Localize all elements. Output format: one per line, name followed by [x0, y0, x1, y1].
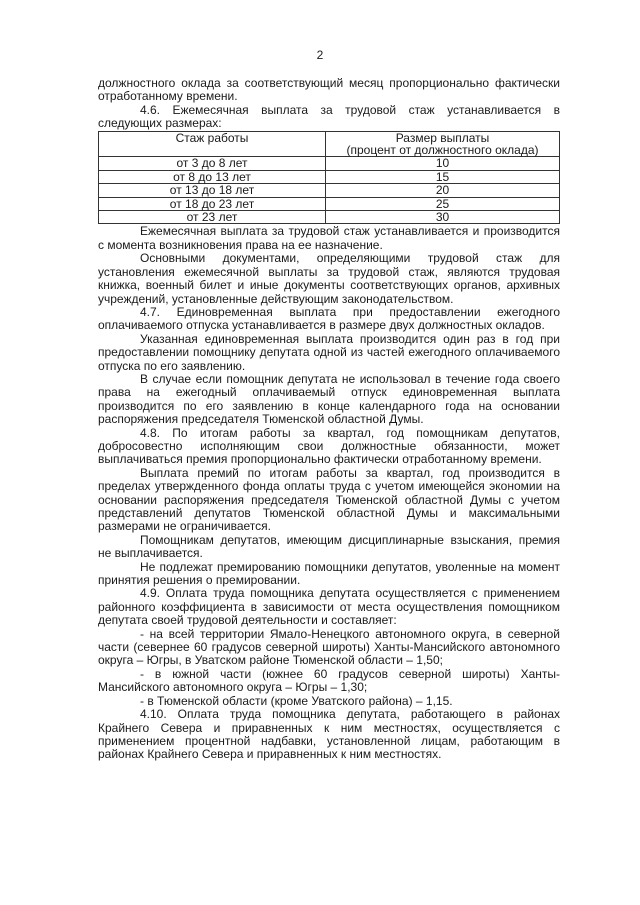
paragraph-continuation: должностного оклада за соответствующий месяц пропорционально фактически отработанному времени.: [98, 76, 560, 104]
table-cell-percent: 15: [326, 170, 560, 183]
paragraph-4-7: 4.7. Единовременная выплата при предоставлении ежегодного оплачиваемого отпуска устанавливается в размере двух должностных окладов.: [98, 304, 560, 333]
table-cell-range: от 8 до 13 лет: [99, 170, 326, 183]
table-row: [99, 211, 560, 224]
paragraph-4-6: 4.6. Ежемесячная выплата за трудовой стаж устанавливается в следующих размерах:: [98, 102, 560, 131]
table-header-row: [99, 131, 560, 157]
table-cell-percent: 10: [326, 157, 560, 170]
table-row: [99, 184, 560, 197]
paragraph-payment-start: Ежемесячная выплата за трудовой стаж устанавливается и производится с момента возникновения права на ее назначение.: [98, 224, 560, 252]
document-body: [98, 77, 560, 762]
list-item-yanao: - на всей территории Ямало-Ненецкого автономного округа, в северной части (севернее 60 градусов северной широты) Ханты-Мансийского автономного округа – Югры, в Уватском районе Тюменской области – 1,50;: [98, 626, 560, 668]
table-cell-range: от 13 до 18 лет: [99, 184, 326, 197]
paragraph-one-time-payment: Указанная единовременная выплата производится один раз в год при предоставлении помощнику депутата одной из частей ежегодного оплачиваемого отпуска по его заявлению.: [98, 331, 560, 373]
paragraph-4-10: 4.10. Оплата труда помощника депутата, работающего в районах Крайнего Севера и приравненных к ним местностях, осуществляется с применением процентной надбавки, установленной лицам, работающим в районах Крайнего Севера и приравненных к ним местностях.: [98, 707, 560, 762]
table-cell-range: от 18 до 23 лет: [99, 197, 326, 210]
paragraph-disciplinary: Помощникам депутатов, имеющим дисциплинарные взыскания, премия не выплачивается.: [98, 532, 560, 561]
page-number: 2: [316, 48, 324, 62]
paragraph-main-documents: Основными документами, определяющими трудовой стаж для установления ежемесячной выплаты за трудовой стаж, являются трудовая книжка, военный билет и иные документы соответствующих органов, архивных учреждений, установленные действующим законодательством.: [98, 251, 560, 306]
table-cell-percent: 30: [326, 211, 560, 224]
table-row: [99, 197, 560, 210]
table-cell-percent: 25: [326, 197, 560, 210]
table-cell-percent: 20: [326, 184, 560, 197]
paragraph-4-9: 4.9. Оплата труда помощника депутата осуществляется с применением районного коэффициента в зависимости от места осуществления помощником депутата своей трудовой деятельности и составляет:: [98, 586, 560, 628]
seniority-payment-table: [98, 131, 560, 225]
table-header-seniority: Стаж работы: [99, 131, 326, 157]
table-cell-range: от 23 лет: [99, 211, 326, 224]
table-header-payment-line1: Размер выплаты: [395, 130, 490, 145]
paragraph-unused-leave: В случае если помощник депутата не использовал в течение года своего права на ежегодный оплачиваемый отпуск единовременная выплата производится по его заявлению в конце календарного года на основании распоряжения председателя Тюменской областной Думы.: [98, 371, 560, 427]
list-item-south-khmao: - в южной части (южнее 60 градусов северной широты) Ханты-Мансийского автономного округа – Югры – 1,30;: [98, 666, 560, 695]
table-row: [99, 157, 560, 170]
table-header-payment: [326, 131, 560, 157]
paragraph-4-8: 4.8. По итогам работы за квартал, год помощникам депутатов, добросовестно исполняющим свои должностные обязанности, может выплачиваться премия пропорционально фактически отработанному времени.: [98, 425, 560, 467]
table-header-payment-line2: (процент от должностного оклада): [346, 143, 539, 158]
list-item-tyumen: - в Тюменской области (кроме Уватского района) – 1,15.: [140, 693, 453, 708]
paragraph-bonus-payment: Выплата премий по итогам работы за квартал, год производится в пределах утвержденного фонда оплаты труда с учетом имеющейся экономии на основании распоряжения председателя Тюменской областной Думы с учетом представлений депутатов Тюменской областной Думы и максимальными размерами не ограничивается.: [98, 465, 560, 534]
table-row: [99, 170, 560, 183]
table-cell-range: от 3 до 8 лет: [99, 157, 326, 170]
paragraph-dismissed: Не подлежат премированию помощники депутатов, уволенные на момент принятия решения о премировании.: [98, 559, 560, 588]
